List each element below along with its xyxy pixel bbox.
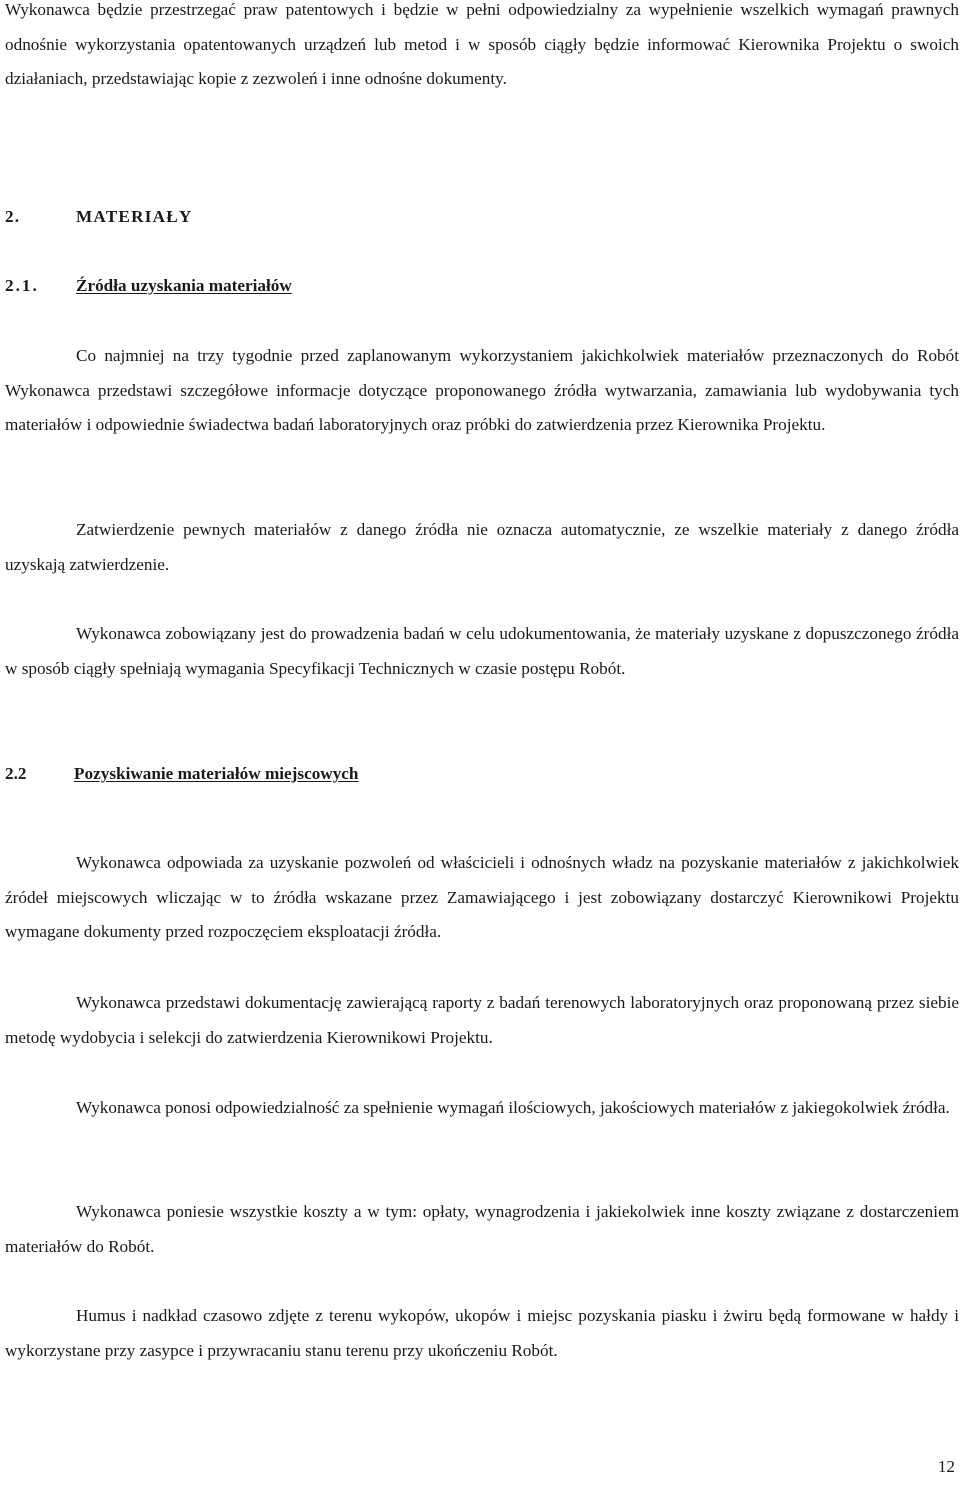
paragraph: Wykonawca przedstawi dokumentację zawierającą raporty z badań terenowych laboratoryjnych oraz proponowaną przez siebie metodę wydobycia i selekcji do zatwierdzenia Kierownikowi Projektu. bbox=[5, 993, 959, 1047]
page-number: 12 bbox=[937, 1457, 955, 1476]
subsection-heading-pozyskiwanie bbox=[5, 762, 359, 786]
paragraph: Zatwierdzenie pewnych materiałów z danego źródła nie oznacza automatycznie, ze wszelkie materiały z danego źródła uzyskają zatwierdzenie. bbox=[5, 520, 959, 574]
section-number: 2. bbox=[5, 207, 21, 226]
intro-paragraph: Wykonawca będzie przestrzegać praw patentowych i będzie w pełni odpowiedzialny za wypełnienie wszelkich wymagań prawnych odnośnie wykorzystania opatentowanych urządzeń lub metod i w sposób ciągły będzie informować Kierownika Projektu o swoich działaniach, przedstawiając kopie z zezwoleń i inne odnośne dokumenty. bbox=[5, 0, 959, 89]
subsection-heading-zrodla bbox=[5, 274, 292, 298]
subsection-number: 2.2 bbox=[5, 764, 27, 783]
subsection-title: Źródła uzyskania materiałów bbox=[76, 276, 292, 295]
paragraph: Wykonawca odpowiada za uzyskanie pozwoleń od właścicieli i odnośnych władz na pozyskanie materiałów z jakichkolwiek źródeł miejscowych wliczając w to źródła wskazane przez Zamawiającego i jest zobowiązany dostarczyć Kierownikowi Projektu wymagane dokumenty przed rozpoczęciem eksploatacji źródła. bbox=[5, 853, 959, 942]
section-heading-materialy bbox=[5, 205, 192, 229]
subsection-title: Pozyskiwanie materiałów miejscowych bbox=[74, 764, 359, 783]
subsection-number: 2.1. bbox=[5, 276, 39, 295]
paragraph: Co najmniej na trzy tygodnie przed zaplanowanym wykorzystaniem jakichkolwiek materiałów przeznaczonych do Robót Wykonawca przedstawi szczegółowe informacje dotyczące proponowanego źródła wytwarzania, zamawiania lub wydobywania tych materiałów i odpowiednie świadectwa badań laboratoryjnych oraz próbki do zatwierdzenia przez Kierownika Projektu. bbox=[5, 346, 959, 435]
paragraph: Wykonawca poniesie wszystkie koszty a w tym: opłaty, wynagrodzenia i jakiekolwiek inne koszty związane z dostarczeniem materiałów do Robót. bbox=[5, 1202, 959, 1256]
paragraph: Wykonawca zobowiązany jest do prowadzenia badań w celu udokumentowania, że materiały uzyskane z dopuszczonego źródła w sposób ciągły spełniają wymagania Specyfikacji Technicznych w czasie postępu Robót. bbox=[5, 624, 959, 678]
paragraph: Wykonawca ponosi odpowiedzialność za spełnienie wymagań ilościowych, jakościowych materiałów z jakiegokolwiek źródła. bbox=[76, 1098, 950, 1117]
section-title: MATERIAŁY bbox=[76, 207, 193, 226]
paragraph: Humus i nadkład czasowo zdjęte z terenu wykopów, ukopów i miejsc pozyskania piasku i żwiru będą formowane w hałdy i wykorzystane przy zasypce i przywracaniu stanu terenu przy ukończeniu Robót. bbox=[5, 1306, 959, 1360]
